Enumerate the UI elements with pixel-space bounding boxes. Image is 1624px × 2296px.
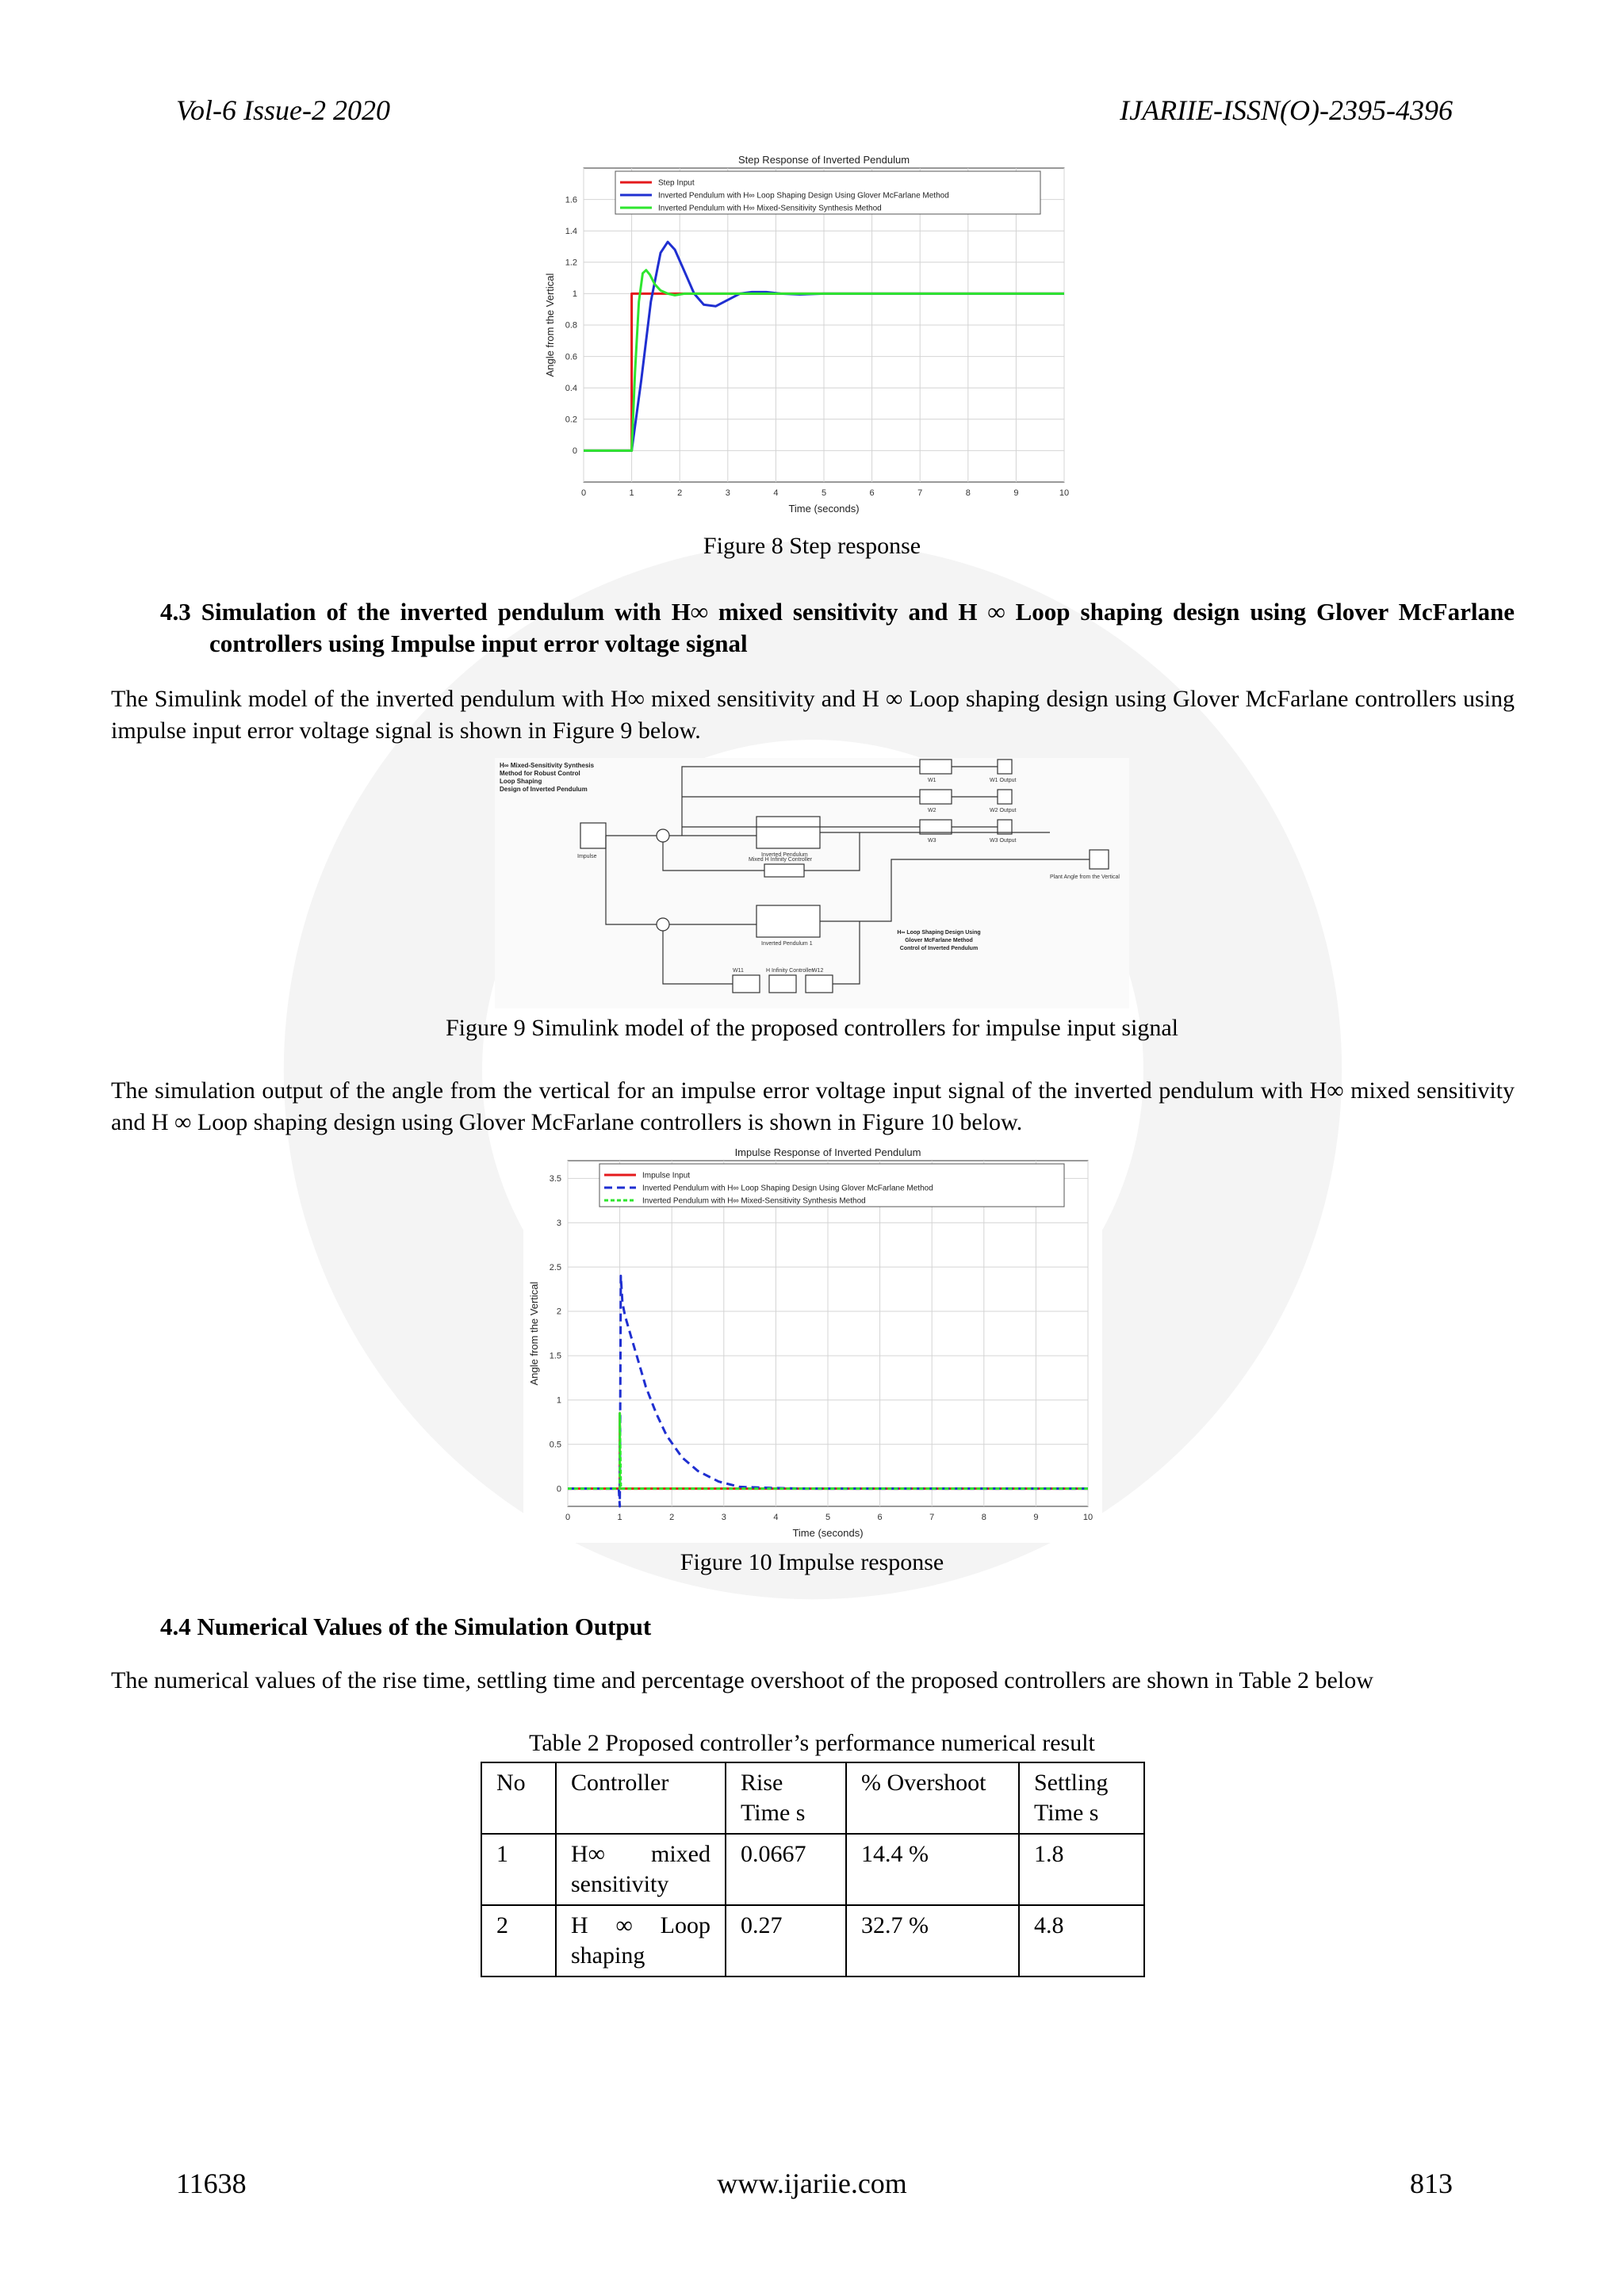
cell-overshoot: 32.7 % [846, 1905, 1019, 1976]
impulse-source-block [580, 823, 606, 848]
header-issn: IJARIIE-ISSN(O)-2395-4396 [1120, 94, 1453, 126]
x-tick-label: 1 [617, 1513, 622, 1522]
y-tick-label: 1.6 [565, 195, 577, 205]
figure-8 [533, 146, 1080, 528]
y-tick-label: 2.5 [549, 1262, 561, 1272]
y-tick-label: 1.5 [549, 1351, 561, 1361]
footer-website: www.ijariie.com [717, 2168, 907, 2199]
figure-8-caption: Figure 8 Step response [703, 533, 921, 559]
x-tick-label: 3 [725, 488, 730, 498]
cell-controller: H∞ mixed sensitivity [556, 1834, 726, 1905]
y-tick-label: 0.8 [565, 320, 577, 331]
plant-scope-block [1090, 850, 1109, 869]
x-tick-label: 2 [669, 1513, 675, 1522]
section-4-3-heading: 4.3 Simulation of the inverted pendulum with H∞ mixed sensitivity and H ∞ Loop shaping design using Glover McFarlane controllers using Impulse input error voltage signal [160, 598, 1515, 657]
right-note-2: Glover McFarlane Method [905, 938, 973, 943]
controller-1-label: Mixed H Infinity Controller [749, 857, 813, 863]
cell-controller: H ∞ Loop shaping [556, 1905, 726, 1976]
cell-settling-time: 1.8 [1019, 1834, 1144, 1905]
right-note-1: H∞ Loop Shaping Design Using [897, 930, 981, 936]
weight-label-w3: W3 [928, 838, 936, 844]
table-row [481, 1905, 1144, 1976]
diagram-title-2: Method for Robust Control [500, 770, 580, 777]
x-tick-label: 9 [1013, 488, 1019, 498]
y-tick-label: 3 [556, 1218, 561, 1228]
y-axis-label: Angle from the Vertical [544, 273, 556, 377]
footer-left: 11638 [176, 2168, 247, 2199]
plant-block-2 [756, 905, 820, 937]
y-tick-label: 2 [556, 1307, 561, 1317]
y-tick-label: 1.2 [565, 258, 577, 268]
controller-label-hinf: H Infinity Controller [766, 968, 814, 974]
weight-block-w3 [920, 820, 952, 834]
cell-rise-time: 0.0667 [726, 1834, 846, 1905]
legend-entry-1: Impulse Input [642, 1171, 691, 1181]
output-scope-w1 [998, 760, 1012, 774]
legend-entry-3: Inverted Pendulum with H∞ Mixed-Sensitivity Synthesis Method [642, 1196, 866, 1206]
table-2-caption: Table 2 Proposed controller’s performance numerical result [529, 1730, 1095, 1756]
x-tick-label: 10 [1082, 1513, 1094, 1522]
weight-block-w2 [920, 790, 952, 804]
plant-2-label: Inverted Pendulum 1 [761, 941, 813, 947]
cell-overshoot: 14.4 % [846, 1834, 1019, 1905]
chart-title: Step Response of Inverted Pendulum [737, 154, 910, 166]
legend-entry-3: Inverted Pendulum with H∞ Mixed-Sensitivity Synthesis Method [658, 204, 882, 213]
x-axis-label: Time (seconds) [792, 1527, 864, 1539]
x-tick-label: 8 [981, 1513, 986, 1522]
controller-block-w12 [806, 975, 833, 993]
simulink-model-diagram [495, 758, 1129, 1008]
x-tick-label: 9 [1033, 1513, 1039, 1522]
section-4-4-paragraph: The numerical values of the rise time, settling time and percentage overshoot of the proposed controllers are shown in Table 2 below [111, 1667, 1373, 1693]
sum-block-1 [657, 829, 669, 842]
controller-block-hinf [769, 975, 796, 993]
plant-scope-label: Plant Angle from the Vertical [1050, 874, 1120, 880]
y-tick-label: 0 [556, 1484, 561, 1494]
output-label-w3: W3 Output [990, 838, 1017, 844]
header-no: No [481, 1762, 556, 1834]
figure-9-caption: Figure 9 Simulink model of the proposed controllers for impulse input signal [445, 1015, 1179, 1041]
x-tick-label: 3 [721, 1513, 726, 1522]
y-tick-label: 3.5 [549, 1174, 561, 1184]
weight-label-w1: W1 [928, 778, 936, 783]
header-rise-time: Rise Time s [726, 1762, 846, 1834]
x-tick-label: 5 [825, 1513, 831, 1522]
controller-block-1 [764, 864, 804, 877]
x-tick-label: 4 [773, 1513, 779, 1522]
output-label-w1: W1 Output [990, 778, 1017, 783]
source-label: Impulse [577, 854, 597, 859]
section-4-4-heading: 4.4 Numerical Values of the Simulation Output [160, 1613, 652, 1640]
y-tick-label: 0.5 [549, 1440, 561, 1450]
table-header-row [481, 1762, 1144, 1834]
plant-block-1 [756, 817, 820, 848]
x-tick-label: 6 [869, 488, 875, 498]
controller-label-w12: W12 [812, 968, 824, 974]
chart-title: Impulse Response of Inverted Pendulum [734, 1146, 921, 1158]
controller-block-w11 [733, 975, 760, 993]
diagram-title-4: Design of Inverted Pendulum [500, 786, 588, 793]
right-note-3: Control of Inverted Pendulum [899, 946, 979, 951]
y-tick-label: 1.4 [565, 226, 577, 236]
y-tick-label: 0 [572, 446, 577, 457]
cell-settling-time: 4.8 [1019, 1905, 1144, 1976]
plant-1-label: Inverted Pendulum [761, 852, 808, 858]
figure-9 [495, 758, 1129, 1008]
weight-label-w2: W2 [928, 808, 936, 813]
table-row [481, 1834, 1144, 1905]
y-tick-label: 0.2 [565, 415, 577, 425]
x-axis-label: Time (seconds) [788, 503, 860, 515]
sum-block-2 [657, 918, 669, 931]
footer-page-number: 813 [1410, 2168, 1453, 2199]
output-scope-w3 [998, 820, 1012, 834]
output-label-w2: W2 Output [990, 808, 1017, 813]
impulse-paragraph: The simulation output of the angle from the vertical for an impulse error voltage input signal of the inverted pendulum with H∞ mixed sensitivity and H ∞ Loop shaping design using Glover McFarlane controllers is shown in Figure 10 below. [111, 1077, 1515, 1135]
cell-rise-time: 0.27 [726, 1905, 846, 1976]
section-4-3-paragraph: The Simulink model of the inverted pendulum with H∞ mixed sensitivity and H ∞ Loop shaping design using Glover McFarlane controllers using impulse input error voltage signal is shown in Figure 9 below. [111, 686, 1515, 744]
x-tick-label: 0 [580, 488, 587, 498]
controller-label-w11: W11 [733, 968, 744, 974]
legend-entry-2: Inverted Pendulum with H∞ Loop Shaping Design Using Glover McFarlane Method [642, 1184, 933, 1193]
cell-no: 1 [481, 1834, 556, 1905]
x-tick-label: 7 [917, 488, 923, 498]
diagram-title-1: H∞ Mixed-Sensitivity Synthesis [500, 762, 595, 769]
x-tick-label: 1 [629, 488, 634, 498]
header-controller: Controller [556, 1762, 726, 1834]
diagram-title-3: Loop Shaping [500, 778, 542, 785]
cell-no: 2 [481, 1905, 556, 1976]
y-tick-label: 1 [572, 289, 577, 300]
x-tick-label: 4 [773, 488, 779, 498]
figure-10 [523, 1138, 1102, 1543]
results-table [481, 1762, 1145, 1977]
figure-10-caption: Figure 10 Impulse response [680, 1549, 944, 1575]
legend-entry-1: Step Input [658, 178, 695, 188]
impulse-response-chart [523, 1138, 1102, 1543]
x-tick-label: 6 [877, 1513, 883, 1522]
x-tick-label: 0 [565, 1513, 571, 1522]
step-response-chart [533, 146, 1080, 528]
x-tick-label: 8 [965, 488, 971, 498]
weight-block-w1 [920, 760, 952, 774]
x-tick-label: 5 [821, 488, 827, 498]
x-tick-label: 2 [677, 488, 683, 498]
y-tick-label: 1 [556, 1395, 561, 1406]
header-overshoot: % Overshoot [846, 1762, 1019, 1834]
y-tick-label: 0.4 [565, 383, 577, 393]
header-volume: Vol-6 Issue-2 2020 [176, 94, 390, 126]
y-axis-label: Angle from the Vertical [528, 1281, 540, 1386]
x-tick-label: 7 [929, 1513, 935, 1522]
header-settling-time: Settling Time s [1019, 1762, 1144, 1834]
x-tick-label: 10 [1059, 488, 1070, 498]
output-scope-w2 [998, 790, 1012, 804]
legend-entry-2: Inverted Pendulum with H∞ Loop Shaping Design Using Glover McFarlane Method [658, 191, 949, 201]
y-tick-label: 0.6 [565, 352, 577, 362]
